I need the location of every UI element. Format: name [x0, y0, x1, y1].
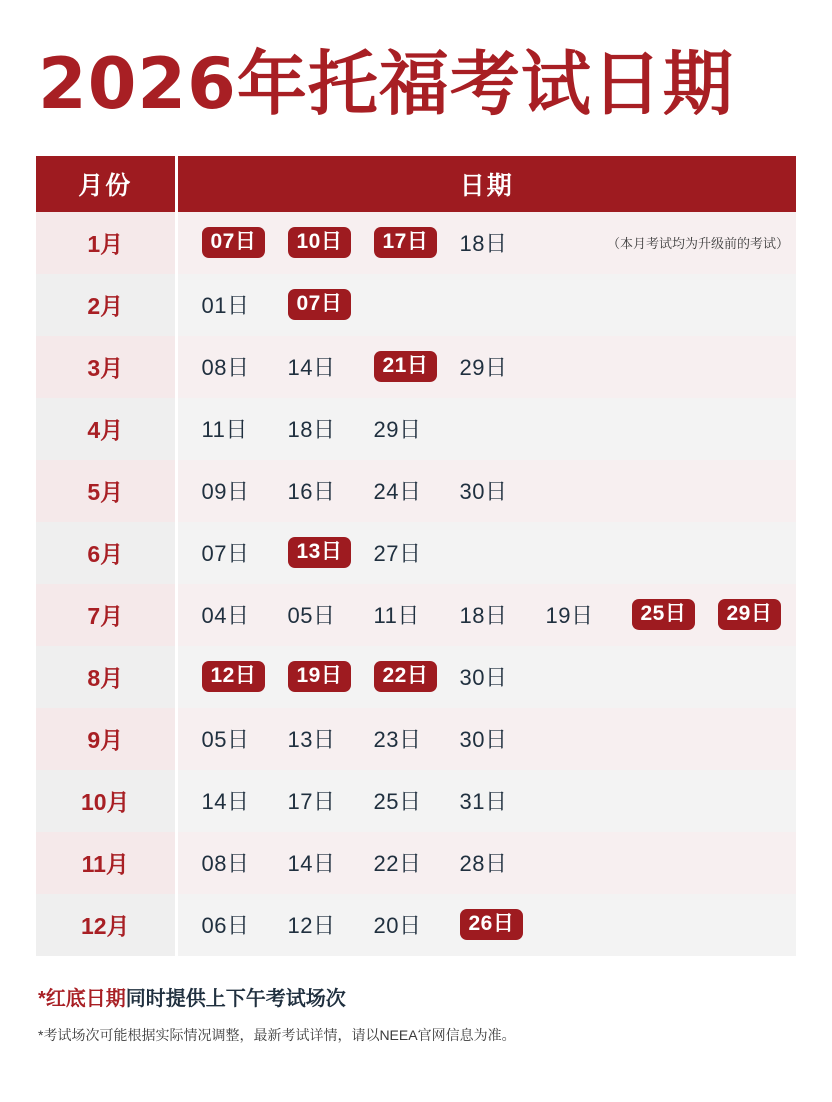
date-slot [374, 413, 460, 444]
date-slot [202, 909, 288, 940]
page-title: 2026年托福考试日期 [38, 43, 734, 125]
date-label: 23日 [373, 727, 422, 752]
date-label: 20日 [373, 912, 422, 938]
dates-list [202, 599, 796, 630]
column-header-month: 月份 [36, 156, 176, 212]
date-badge-highlighted: 07日 [202, 227, 266, 258]
date-label: 29日 [373, 417, 422, 442]
date-label: 30日 [459, 479, 508, 504]
date-slot [288, 227, 374, 258]
date-label: 18日 [287, 417, 336, 442]
dates-list [202, 227, 796, 258]
month-cell: 3月 [36, 336, 176, 398]
table-row [36, 522, 796, 584]
date-label: 07日 [201, 540, 250, 566]
dates-cell [176, 832, 796, 894]
date-label: 12日 [287, 912, 336, 938]
date-slot [288, 599, 374, 630]
dates-cell [176, 212, 796, 274]
footer [36, 982, 796, 1045]
date-badge-highlighted: 13日 [288, 537, 352, 568]
date-slot [202, 351, 288, 382]
legend-rest-label: 同时提供上下午考试场次 [125, 987, 346, 1010]
date-badge-highlighted: 07日 [288, 289, 352, 320]
date-slot [374, 847, 460, 878]
date-slot [288, 475, 374, 506]
date-slot [460, 475, 546, 506]
table-row [36, 212, 796, 274]
table-row [36, 584, 796, 646]
table-row [36, 708, 796, 770]
month-cell: 7月 [36, 584, 176, 646]
date-slot [632, 599, 718, 630]
date-slot [202, 227, 288, 258]
dates-list [202, 785, 796, 816]
table-header [36, 156, 796, 212]
date-label: 28日 [459, 851, 508, 876]
date-slot [202, 847, 288, 878]
dates-cell [176, 274, 796, 336]
date-slot [288, 537, 374, 568]
date-label: 06日 [201, 912, 250, 938]
dates-list [202, 847, 796, 878]
table-header-row [36, 156, 796, 212]
date-label: 04日 [201, 602, 250, 628]
date-label: 14日 [287, 851, 336, 876]
date-label: 08日 [201, 851, 250, 876]
date-label: 31日 [459, 789, 508, 814]
date-slot [460, 785, 546, 816]
date-slot [288, 413, 374, 444]
dates-list [202, 413, 796, 444]
date-label: 13日 [287, 727, 336, 752]
date-slot [288, 661, 374, 692]
date-label: 11日 [373, 602, 420, 628]
date-label: 05日 [287, 602, 336, 628]
date-label: 14日 [201, 789, 250, 814]
date-label: 01日 [201, 292, 250, 318]
date-badge-highlighted: 22日 [374, 661, 438, 692]
date-badge-highlighted: 25日 [632, 599, 696, 630]
exam-dates-table [36, 156, 796, 956]
dates-list [202, 909, 796, 940]
date-label: 08日 [201, 354, 250, 380]
date-badge-highlighted: 26日 [460, 909, 524, 940]
month-cell: 2月 [36, 274, 176, 336]
date-label: 18日 [459, 602, 508, 628]
table-row [36, 832, 796, 894]
table-row [36, 336, 796, 398]
dates-cell [176, 460, 796, 522]
date-slot [202, 289, 288, 320]
date-slot [288, 847, 374, 878]
date-label: 27日 [373, 540, 422, 566]
date-slot [460, 661, 546, 692]
month-cell: 10月 [36, 770, 176, 832]
date-slot [374, 537, 460, 568]
date-label: 18日 [459, 230, 508, 256]
date-slot [460, 909, 546, 940]
dates-cell [176, 584, 796, 646]
date-slot [460, 723, 546, 754]
row-note: （本月考试均为升级前的考试） [606, 235, 789, 251]
date-slot [460, 847, 546, 878]
legend-red-label: *红底日期 [38, 987, 126, 1010]
dates-list [202, 661, 796, 692]
date-slot [374, 785, 460, 816]
date-slot [460, 599, 546, 630]
date-label: 30日 [459, 727, 508, 752]
date-slot [374, 661, 460, 692]
date-slot [374, 475, 460, 506]
date-slot [374, 599, 460, 630]
month-cell: 6月 [36, 522, 176, 584]
date-badge-highlighted: 21日 [374, 351, 438, 382]
table-row [36, 460, 796, 522]
date-slot [288, 351, 374, 382]
legend-line [38, 982, 796, 1011]
date-badge-highlighted: 17日 [374, 227, 438, 258]
date-slot [460, 351, 546, 382]
date-slot [288, 289, 374, 320]
date-label: 11日 [201, 417, 248, 442]
table-row [36, 274, 796, 336]
month-cell: 11月 [36, 832, 176, 894]
date-label: 25日 [373, 789, 422, 814]
month-cell: 5月 [36, 460, 176, 522]
date-badge-highlighted: 19日 [288, 661, 352, 692]
date-label: 30日 [459, 664, 508, 690]
date-badge-highlighted: 12日 [202, 661, 266, 692]
date-label: 29日 [459, 354, 508, 380]
date-label: 24日 [373, 479, 422, 504]
month-cell: 9月 [36, 708, 176, 770]
date-slot [374, 909, 460, 940]
dates-list [202, 537, 796, 568]
table-row [36, 770, 796, 832]
date-label: 16日 [287, 479, 336, 504]
dates-cell [176, 770, 796, 832]
dates-list [202, 475, 796, 506]
date-label: 14日 [287, 354, 336, 380]
month-cell: 4月 [36, 398, 176, 460]
dates-cell [176, 708, 796, 770]
month-cell: 12月 [36, 894, 176, 956]
dates-cell [176, 398, 796, 460]
date-slot [460, 227, 546, 258]
dates-cell [176, 336, 796, 398]
date-slot [202, 537, 288, 568]
table-row [36, 894, 796, 956]
date-label: 19日 [545, 602, 594, 628]
date-slot [202, 785, 288, 816]
date-slot [374, 351, 460, 382]
date-label: 09日 [201, 479, 250, 504]
table-body [36, 212, 796, 956]
date-slot [374, 227, 460, 258]
date-slot [202, 599, 288, 630]
date-badge-highlighted: 29日 [718, 599, 782, 630]
date-slot [288, 723, 374, 754]
date-slot [202, 723, 288, 754]
date-slot [288, 909, 374, 940]
date-slot [202, 413, 288, 444]
date-slot [202, 475, 288, 506]
month-cell: 1月 [36, 212, 176, 274]
date-label: 05日 [201, 727, 250, 752]
dates-list [202, 289, 796, 320]
date-slot [202, 661, 288, 692]
dates-list [202, 723, 796, 754]
dates-cell [176, 522, 796, 584]
date-label: 17日 [287, 789, 336, 814]
date-slot [718, 599, 804, 630]
date-slot [374, 723, 460, 754]
dates-list [202, 351, 796, 382]
dates-cell [176, 646, 796, 708]
column-header-dates: 日期 [176, 156, 796, 212]
disclaimer-text: *考试场次可能根据实际情况调整，最新考试详情，请以NEEA官网信息为准。 [38, 1026, 516, 1043]
date-slot [546, 599, 632, 630]
month-cell: 8月 [36, 646, 176, 708]
date-label: 22日 [373, 851, 422, 876]
date-badge-highlighted: 10日 [288, 227, 352, 258]
table-row [36, 646, 796, 708]
table-row [36, 398, 796, 460]
date-slot [288, 785, 374, 816]
dates-cell [176, 894, 796, 956]
